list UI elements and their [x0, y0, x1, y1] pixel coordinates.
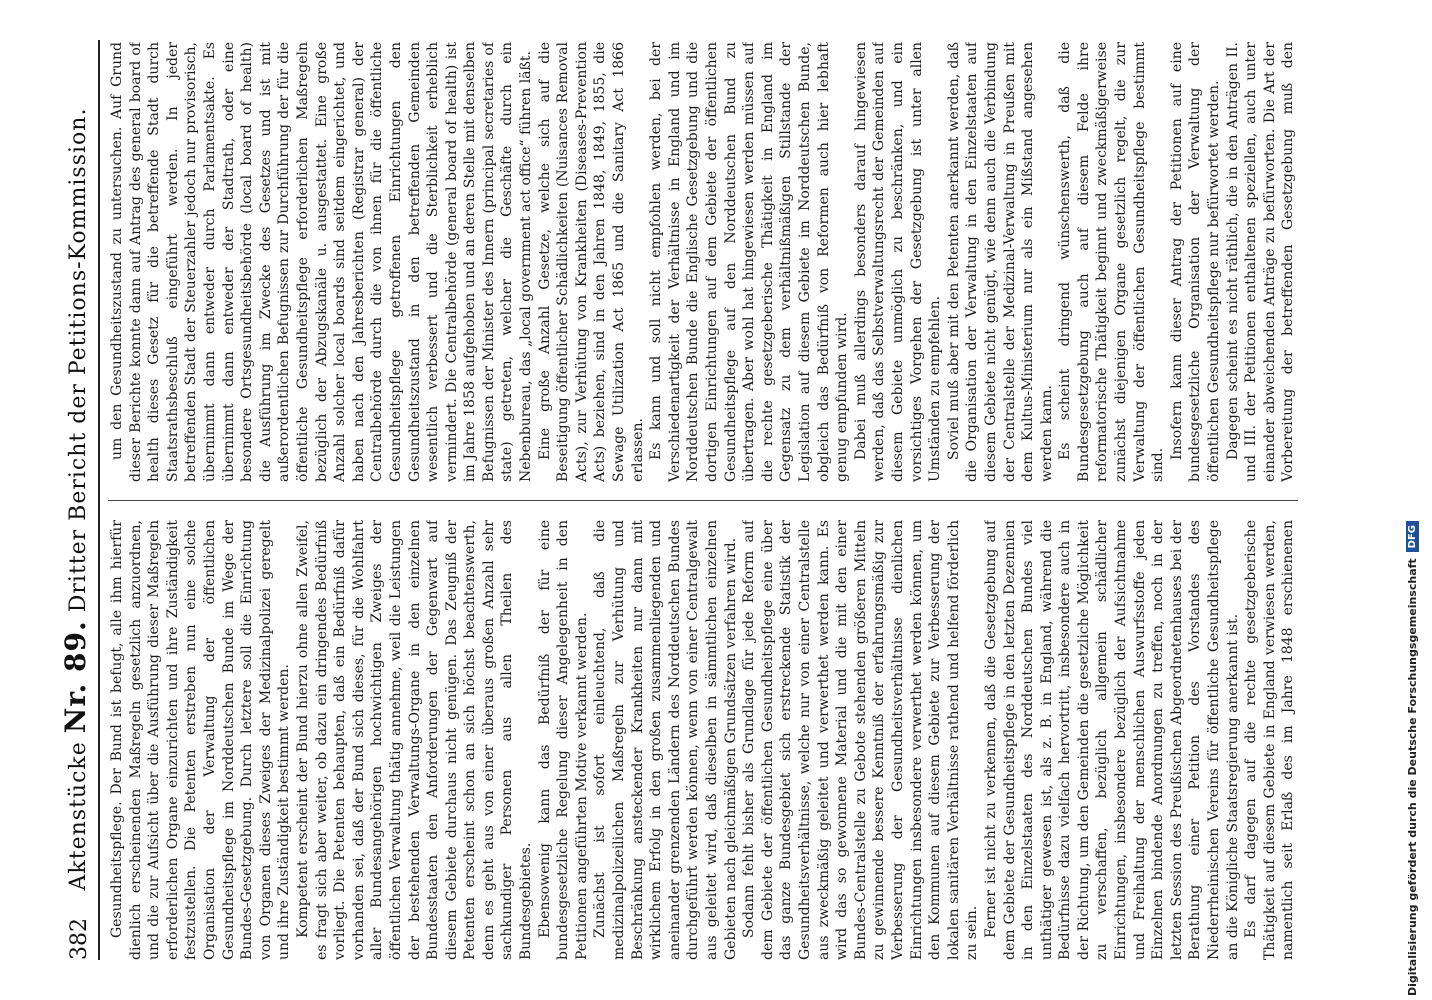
column-divider [108, 500, 1298, 501]
paragraph: Insofern kann dieser Antrag der Petitionen auf eine bundesgesetzliche Organisation der Verwaltung der öffentlichen Gesundheitspflege nur befürwortet werden. [1168, 42, 1223, 482]
dfg-logo: DFG [1406, 521, 1419, 552]
paragraph: Es kann und soll nicht empfohlen werden, bei der Verschiedenartigkeit der Verhältnisse in England und im Norddeutschen Bunde die Englische Gesetzgebung und die dortigen Einrichtungen auf dem Gebiete der öffentlichen Gesundheitspflege auf den Norddeutschen Bund zu übertragen. Aber wohl hat hingewiesen werden müssen auf die rechte gesetzgeberische Thätigkeit in England im Gegensatz zu dem verhältnißmäßigen Stillstande der Legislation auf diesem Gebiete im Norddeutschen Bunde, obgleich das Bedürfniß von Reformen auch hier lebhaft genug empfunden wird. [648, 42, 851, 482]
paragraph: Soviel muß aber mit den Petenten anerkannt werden, daß die Organisation der Verwaltung in den Einzelstaaten auf diesem Gebiete nicht genügt, wie denn auch die Verbindung der Centralstelle der Medizinal-Verwaltung in Preußen mit dem Kultus-Ministerium nur als ein Mißstand angesehen werden kann. [945, 42, 1055, 482]
running-head-title: Dritter Bericht der Petitions-Kommission. [66, 107, 91, 613]
paragraph: Zunächst ist sofort einleuchtend, daß die medizinalpolizeilichen Maßregeln zur Verhütung und Beschränkung ansteckender Krankheiten nur dann mit wirklichem Erfolg in den großen zusammenliegenden und aneinander grenzenden Ländern des Norddeutschen Bundes durchgeführt werden können, wenn von einer Centralgewalt aus geleitet wird, daß dieselben in sämmtlichen einzelnen Gebieten nach gleichmäßigen Grundsätzen verfahren wird. [592, 520, 739, 960]
paragraph: um den Gesundheitszustand zu untersuchen. Auf Grund dieser Berichte konnte dann auf Antrag des general board of health dieses Gesetz für die betreffende Stadt durch Staatsrathsbeschluß eingeführt werden. In jeder betreffenden Stadt der Steuerzahler jedoch nur provisorisch, übernimmt dann entweder durch Parlamentsakte. Es übernimmt dann entweder der Stadtrath, oder eine besondere Ortsgesundheitsbehörde (local board of health) die Ausführung im Zwecke des Gesetzes und ist mit außerordentlichen Befugnissen zur Durchführung der für die öffentliche Gesundheitspflege erforderlichen Maßregeln bezüglich der Abzugskanäle u. ausgestattet. Eine große Anzahl solcher local boards sind seitdem eingerichtet, und haben nach den Jahresberichten (Registrar general) der Centralbehörde durch die von ihnen für die öffentliche Gesundheitspflege getroffenen Einrichtungen den Gesundheitszustand in den betreffenden Gemeinden wesentlich verbessert und die Sterblichkeit erheblich vermindert. Die Centralbehörde (general board of health) ist im Jahre 1858 aufgehoben und an deren Stelle mit denselben Befugnissen der Minister des Innern (principal secretaries of state) getreten, welcher die Geschäfte durch ein Nebenbureau, das „local government act office“ führen läßt. [109, 42, 535, 482]
paragraph: Kompetent erscheint der Bund hierzu ohne allen Zweifel, es fragt sich aber weiter, ob dazu ein dringendes Bedürfniß vorliegt. Die Petenten behaupten, daß ein Bedürfniß dafür vorhanden sei, daß der Bund sich dieses, für die Wohlfahrt aller Bundesangehörigen hochwichtigen Zweiges der öffentlichen Verwaltung thätig annehme, weil die Leistungen der bestehenden Verwaltungs-Organe in den einzelnen Bundesstaaten den Anforderungen der Gegenwart auf diesem Gebiete durchaus nicht genügen. Das Zeugniß der Petenten erscheint schon an sich höchst beachtenswerth, denn es geht aus von einer überaus großen Anzahl sehr sachkundiger Personen aus allen Theilen des Bundesgebietes. [294, 520, 535, 960]
running-head-prefix: Aktenstücke [66, 741, 91, 891]
paragraph: Sodann fehlt bisher als Grundlage für jede Reform auf dem Gebiete der öffentlichen Gesundheitspflege eine über das ganze Bundesgebiet sich erstreckende Statistik der Gesundheitsverhältnisse, welche nur von einer Centralstelle aus zweckmäßig geleitet und verwerthet werden kann. Es wird das so gewonnene Material und die mit den einer Bundes-Centralstelle zu Gebote stehenden größeren Mitteln zu gewinnende bessere Kenntniß der erfahrungsmäßig zur Verbesserung der Gesundheitsverhältnisse dienlichen Einrichtungen insbesondere verwerthet werden können, um den Kommunen auf diesem Gebiete zur Verbesserung der lokalen sanitären Verhältnisse rathend und helfend förderlich zu sein. [741, 520, 981, 960]
header-rule [98, 40, 100, 960]
running-head [59, 108, 92, 891]
digitization-note [1406, 521, 1419, 996]
page-header [48, 40, 92, 960]
right-column [108, 42, 1298, 482]
left-column [108, 520, 1298, 960]
document-page [48, 40, 1378, 960]
digitization-note-text: Digitalisierung gefördert durch die Deutsche Forschungsgemeinschaft [1406, 558, 1419, 996]
page-number: 382 [67, 918, 92, 960]
paragraph: Ebensowenig kann das Bedürfniß der für eine bundesgesetzliche Regelung dieser Angelegenheit in den Petitionen angeführten Motive verkannt werden. [536, 520, 590, 960]
paragraph: Dabei muß allerdings besonders darauf hingewiesen werden, daß das Selbstverwaltungsrecht der Gemeinden auf diesem Gebiete unmöglich zu beschränken, und ein vorsichtiges Vorgehen der Gesetzgebung ist unter allen Umständen zu empfehlen. [852, 42, 944, 482]
paragraph: Eine große Anzahl Gesetze, welche sich auf die Beseitigung öffentlicher Schädlichkeiten (Nuisances Removal Acts), zur Verhütung von Krankheiten (Diseases-Prevention Acts) beziehen, sind in den Jahren 1848, 1849, 1855, die Sewage Utilization Act 1865 und die Sanitary Act 1866 erlassen. [536, 42, 646, 482]
paragraph: Es scheint dringend wünschenswerth, daß die Bundesgesetzgebung auch auf diesem Felde ihre reformatorische Thätigkeit beginnt und zweckmäßigerweise zunächst diejenigen Organe gesetzlich regelt, die zur Verwaltung der öffentlichen Gesundheitspflege bestimmt sind. [1057, 42, 1167, 482]
paragraph: Dagegen scheint es nicht räthlich, die in den Anträgen II. und III. der Petitionen enthaltenen speziellen, auch unter einander abweichenden Anträge zu befürworten. Die Art der Vorbereitung der betreffenden Gesetzgebung muß den [1224, 42, 1297, 482]
paragraph: Es darf dagegen auf die rechte gesetzgeberische Thätigkeit auf diesem Gebiete in England verwiesen werden, namentlich seit Erlaß des im Jahre 1848 erschienenen [1243, 520, 1297, 960]
paragraph: Gesundheitspflege. Der Bund ist befugt, alle ihm hierfür dienlich erscheinenden Maßregeln gesetzlich anzuordnen, und die zur Aufsicht über die Ausführung dieser Maßregeln erforderlichen Organe einzurichten und ihre Zuständigkeit festzustellen. Die Petenten erstreben nun eine solche Organisation der Verwaltung der öffentlichen Gesundheitspflege im Norddeutschen Bunde im Wege der Bundes-Gesetzgebung. Durch letztere soll die Einrichtung von Organen dieses Zweiges der Medizinalpolizei geregelt und ihre Zuständigkeit bestimmt werden. [109, 520, 293, 960]
document-number: Nr. 89. [59, 620, 92, 734]
paragraph: Ferner ist nicht zu verkennen, daß die Gesetzgebung auf dem Gebiete der Gesundheitspflege in den letzten Dezennien in den Einzelstaaten des Norddeutschen Bundes viel unthätiger gewesen ist, als z. B. in England, während die Bedürfnisse dazu vielfach hervortritt, insbesondere auch in der Richtung, um den Gemeinden die gesetzliche Möglichkeit zu verschaffen, bezüglich allgemein schädlicher Einrichtungen, insbesondere bezüglich der Aufsichtnahme und Freihaltung der menschlichen Auswurfsstoffe jeden Einzelnen bindende Anordnungen zu treffen, noch in der letzten Session des Preußischen Abgeordnetenhauses bei der Berathung einer Petition des Vorstandes des Niederrheinischen Vereins für öffentliche Gesundheitspflege an die Königliche Staatsregierung anerkannt ist. [982, 520, 1241, 960]
